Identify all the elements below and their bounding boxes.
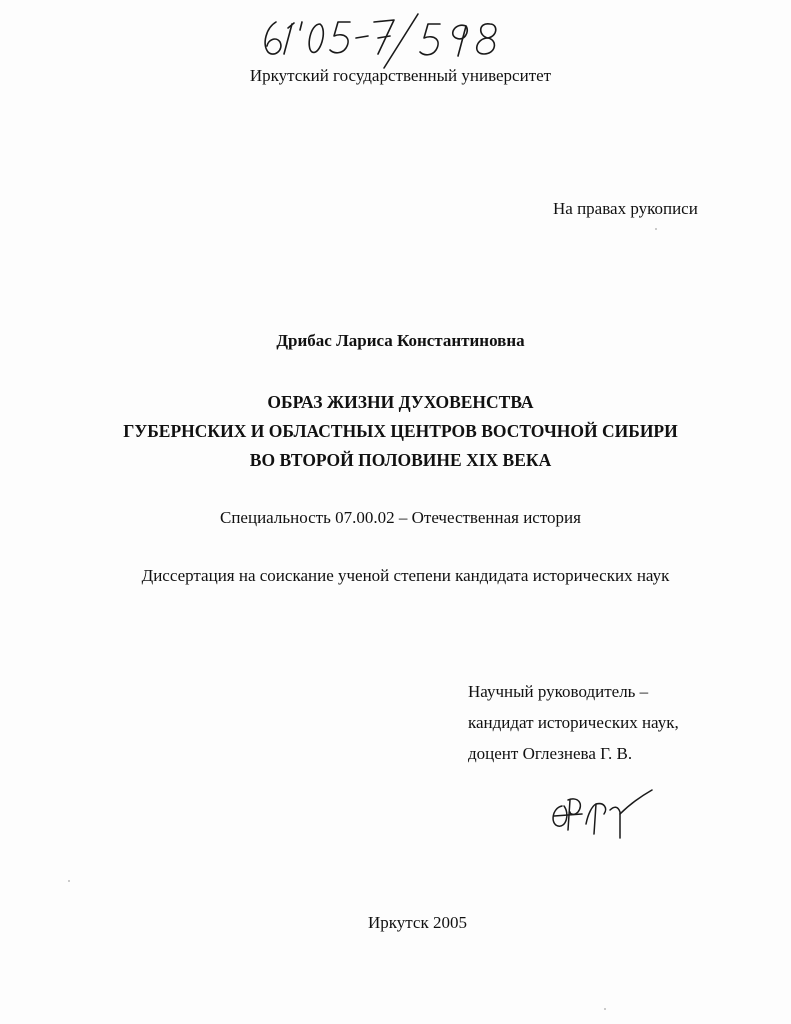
author-name: Дрибас Лариса Константиновна xyxy=(276,331,525,350)
supervisor-block xyxy=(468,676,679,769)
supervisor-line: доцент Оглезнева Г. В. xyxy=(468,744,633,763)
title-line: ОБРАЗ ЖИЗНИ ДУХОВЕНСТВА xyxy=(267,392,534,412)
handwritten-archive-code xyxy=(258,8,518,70)
manuscript-note: На правах рукописи xyxy=(553,199,698,218)
title-line: ВО ВТОРОЙ ПОЛОВИНЕ XIX ВЕКА xyxy=(249,450,552,470)
scan-speck xyxy=(604,1008,606,1010)
scan-speck xyxy=(68,880,70,882)
city-year: Иркутск 2005 xyxy=(368,913,467,932)
handwritten-signature xyxy=(548,784,658,840)
university-name: Иркутский государственный университет xyxy=(249,66,552,85)
dissertation-title xyxy=(5,388,791,475)
scan-speck xyxy=(655,228,657,230)
degree-statement: Диссертация на соискание ученой степени кандидата исторических наук xyxy=(141,566,670,585)
specialty-line: Специальность 07.00.02 – Отечественная история xyxy=(220,508,581,527)
supervisor-line: кандидат исторических наук, xyxy=(468,713,679,732)
supervisor-line: Научный руководитель – xyxy=(468,682,649,701)
title-line: ГУБЕРНСКИХ И ОБЛАСТНЫХ ЦЕНТРОВ ВОСТОЧНОЙ СИБИРИ xyxy=(123,421,678,441)
